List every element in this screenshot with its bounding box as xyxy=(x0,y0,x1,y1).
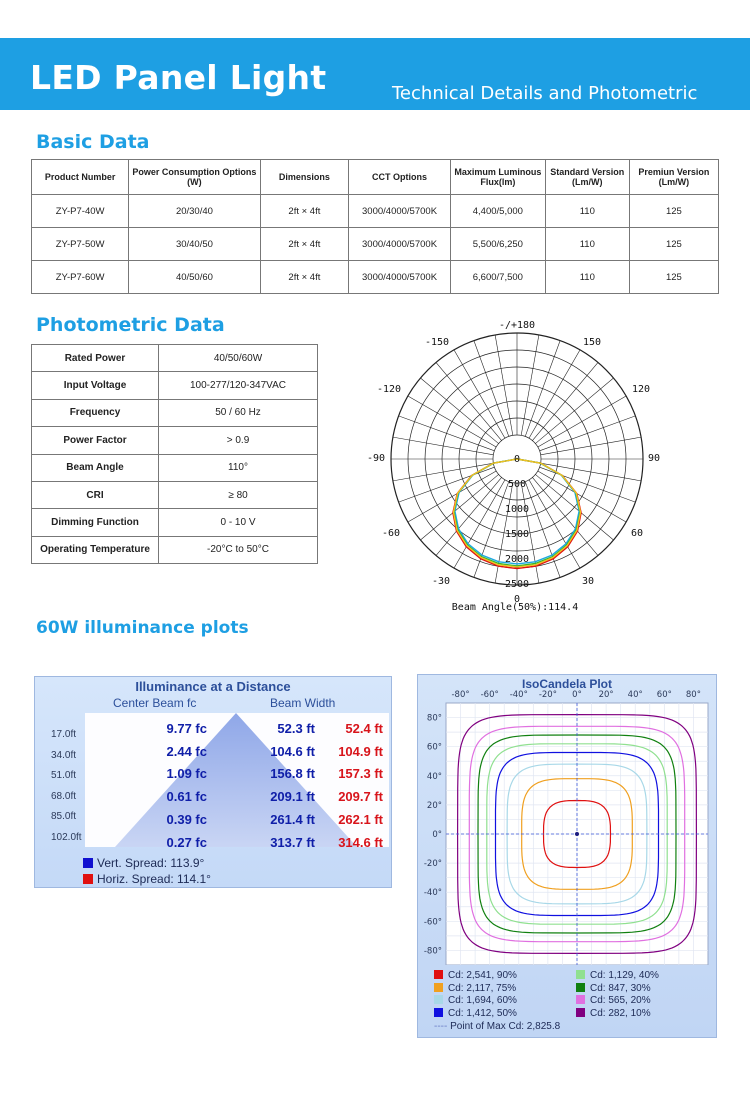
spec-label: Rated Power xyxy=(32,345,159,372)
spec-value: > 0.9 xyxy=(159,427,318,454)
polar-spoke xyxy=(538,396,626,447)
polar-spoke xyxy=(535,378,613,444)
x-tick-label: 0° xyxy=(572,690,582,700)
legend-swatch xyxy=(434,970,443,979)
max-point xyxy=(575,832,579,836)
vert-beam-width: 261.4 ft xyxy=(270,811,315,827)
table-cell: 110 xyxy=(545,228,629,261)
polar-spoke xyxy=(399,416,495,451)
y-tick-label: -80° xyxy=(423,946,442,957)
vert-beam-width: 156.8 ft xyxy=(270,766,315,782)
legend-swatch xyxy=(576,1008,585,1017)
table-row xyxy=(32,536,318,563)
table-row xyxy=(32,228,719,261)
y-tick-label: -40° xyxy=(423,888,442,899)
spec-label: Dimming Function xyxy=(32,509,159,536)
legend-swatch xyxy=(576,983,585,992)
distance-label: 51.0ft xyxy=(51,770,77,781)
table-cell: 125 xyxy=(629,228,718,261)
y-tick-label: 40° xyxy=(426,771,442,782)
vert-beam-width: 313.7 ft xyxy=(270,834,315,850)
legend-swatch xyxy=(434,983,443,992)
spec-value: 40/50/60W xyxy=(159,345,318,372)
basic-data-table xyxy=(31,159,719,294)
polar-spoke xyxy=(525,341,560,437)
legend-label: Cd: 847, 30% xyxy=(590,982,651,994)
polar-spoke xyxy=(408,471,496,522)
header-banner xyxy=(0,38,750,110)
table-cell: 30/40/50 xyxy=(129,228,260,261)
spec-value: 110° xyxy=(159,454,318,481)
isocandela-title: IsoCandela Plot xyxy=(521,677,613,691)
x-tick-label: -80° xyxy=(451,690,470,700)
polar-angle-label: -90 xyxy=(366,453,386,464)
table-row xyxy=(32,454,318,481)
header-cell: Maximum Luminous Flux(lm) xyxy=(450,160,545,195)
table-cell: 125 xyxy=(629,195,718,228)
basic-data-title: Basic Data xyxy=(36,131,150,153)
polar-spoke xyxy=(436,362,502,440)
y-tick-label: 20° xyxy=(426,800,442,811)
table-row xyxy=(32,372,318,399)
spec-label: Operating Temperature xyxy=(32,536,159,563)
table-row xyxy=(32,399,318,426)
table-cell: 3000/4000/5700K xyxy=(349,261,451,294)
legend-swatch xyxy=(434,995,443,1004)
isocandela-chart xyxy=(418,675,718,965)
header-cell: CCT Options xyxy=(349,160,451,195)
vert-beam-width: 52.3 ft xyxy=(277,721,315,736)
spec-label: Input Voltage xyxy=(32,372,159,399)
polar-candela-chart xyxy=(355,313,685,618)
table-row xyxy=(32,195,719,228)
legend-item xyxy=(434,995,517,1006)
dashed-line-glyph: ---- xyxy=(434,1021,448,1032)
legend-label: Cd: 282, 10% xyxy=(590,1007,651,1019)
table-cell: 3000/4000/5700K xyxy=(349,195,451,228)
table-cell: ZY-P7-40W xyxy=(32,195,129,228)
polar-spoke xyxy=(540,467,636,502)
legend-item xyxy=(576,1008,651,1019)
legend-item xyxy=(576,970,659,981)
spec-value: 100-277/120-347VAC xyxy=(159,372,318,399)
table-cell: 110 xyxy=(545,261,629,294)
horiz-beam-width: 157.3 ft xyxy=(338,766,383,782)
center-beam-value: 0.39 fc xyxy=(166,811,207,827)
y-tick-label: -20° xyxy=(423,859,442,870)
table-cell: 40/50/60 xyxy=(129,261,260,294)
table-cell: 2ft × 4ft xyxy=(260,228,349,261)
polar-angle-label: -60 xyxy=(381,528,401,539)
polar-angle-label: 150 xyxy=(582,337,602,348)
legend-swatch xyxy=(83,874,93,884)
horiz-beam-width: 209.7 ft xyxy=(338,789,383,805)
polar-spoke xyxy=(474,341,509,437)
polar-spoke xyxy=(420,378,498,444)
horiz-beam-width: 314.6 ft xyxy=(338,834,383,850)
legend-label: Cd: 1,129, 40% xyxy=(590,970,659,981)
center-beam-value: 0.27 fc xyxy=(166,834,207,850)
table-cell: 5,500/6,250 xyxy=(450,228,545,261)
center-beam-value: 0.61 fc xyxy=(166,789,207,805)
polar-spoke xyxy=(532,362,598,440)
polar-spoke xyxy=(529,350,580,438)
center-beam-header: Center Beam fc xyxy=(113,696,197,710)
legend-item xyxy=(576,995,651,1006)
y-tick-label: 60° xyxy=(426,742,442,753)
polar-labels xyxy=(367,320,660,605)
polar-angle-label: 60 xyxy=(630,528,644,539)
polar-radial-label: 1500 xyxy=(504,529,530,540)
header-cell: Standard Version (Lm/W) xyxy=(545,160,629,195)
illuminance-section-title: 60W illuminance plots xyxy=(36,618,249,638)
page-title: LED Panel Light xyxy=(30,58,327,97)
distance-label: 34.0ft xyxy=(51,749,77,761)
polar-spoke xyxy=(538,471,626,522)
table-cell: 6,600/7,500 xyxy=(450,261,545,294)
x-tick-label: -40° xyxy=(509,690,528,700)
x-tick-label: 60° xyxy=(656,690,672,700)
illuminance-panel xyxy=(34,676,392,888)
beam-angle-caption: Beam Angle(50%):114.4 xyxy=(451,602,579,613)
distance-label: 85.0ft xyxy=(51,811,77,822)
y-tick-label: -60° xyxy=(423,917,442,928)
vert-beam-width: 104.6 ft xyxy=(270,743,315,759)
polar-angle-label: 90 xyxy=(647,453,661,464)
x-tick-label: -20° xyxy=(538,690,557,700)
legend-label: Cd: 2,117, 75% xyxy=(448,982,517,994)
polar-angle-label: 30 xyxy=(581,576,595,587)
spec-value: 50 / 60 Hz xyxy=(159,399,318,426)
legend-item xyxy=(434,983,516,994)
polar-radial-label: 2000 xyxy=(504,554,530,565)
beam-width-header: Beam Width xyxy=(270,696,336,710)
header-cell: Premiun Version (Lm/W) xyxy=(629,160,718,195)
legend-label: Cd: 565, 20% xyxy=(590,995,651,1006)
legend-swatch xyxy=(576,970,585,979)
table-header-row xyxy=(32,160,719,195)
legend-swatch xyxy=(83,858,93,868)
x-tick-label: 20° xyxy=(598,690,614,700)
table-cell: 125 xyxy=(629,261,718,294)
spec-label: Beam Angle xyxy=(32,454,159,481)
spec-value: -20°C to 50°C xyxy=(159,536,318,563)
center-beam-value: 1.09 fc xyxy=(166,766,207,782)
polar-angle-label: -150 xyxy=(424,337,450,348)
spec-label: Frequency xyxy=(32,399,159,426)
polar-angle-label: 120 xyxy=(631,384,651,395)
table-row xyxy=(32,481,318,508)
spec-label: Power Factor xyxy=(32,427,159,454)
legend-label: Point of Max Cd: 2,825.8 xyxy=(450,1021,561,1032)
polar-radial-label: 0 xyxy=(513,454,521,465)
polar-radial-label: 500 xyxy=(507,479,527,490)
distance-label: 17.0ft xyxy=(51,729,77,740)
polar-spoke xyxy=(454,350,505,438)
table-cell: 2ft × 4ft xyxy=(260,195,349,228)
legend-item xyxy=(434,1008,517,1019)
table-row xyxy=(32,261,719,294)
polar-radial-label: 1000 xyxy=(504,504,530,515)
table-cell: ZY-P7-60W xyxy=(32,261,129,294)
polar-angle-label: -/+180 xyxy=(498,320,536,331)
legend-item xyxy=(434,970,517,981)
polar-spoke xyxy=(399,467,495,502)
legend-item xyxy=(576,983,651,994)
table-cell: 20/30/40 xyxy=(129,195,260,228)
header-cell: Power Consumption Options (W) xyxy=(129,160,260,195)
spec-label: CRI xyxy=(32,481,159,508)
horiz-beam-width: 52.4 ft xyxy=(345,721,383,736)
polar-angle-label: -30 xyxy=(431,576,451,587)
polar-angle-label: 0 xyxy=(513,594,521,605)
legend-label: Horiz. Spread: 114.1° xyxy=(97,872,211,886)
photometric-data-title: Photometric Data xyxy=(36,314,225,336)
isocandela-panel xyxy=(417,674,717,1038)
distance-label: 102.0ft xyxy=(51,831,82,843)
header-cell: Dimensions xyxy=(260,160,349,195)
y-tick-label: 0° xyxy=(432,830,442,840)
polar-spoke xyxy=(408,396,496,447)
center-beam-value: 9.77 fc xyxy=(166,721,207,736)
illuminance-title: Illuminance at a Distance xyxy=(135,679,291,694)
table-cell: ZY-P7-50W xyxy=(32,228,129,261)
polar-angle-label: -120 xyxy=(376,384,402,395)
table-cell: 3000/4000/5700K xyxy=(349,228,451,261)
photometric-table xyxy=(31,344,318,564)
horiz-beam-width: 262.1 ft xyxy=(338,811,383,827)
max-point-legend xyxy=(434,1021,560,1032)
polar-spoke xyxy=(540,416,636,451)
distance-label: 68.0ft xyxy=(51,790,77,802)
table-row xyxy=(32,509,318,536)
table-row xyxy=(32,345,318,372)
x-tick-label: 80° xyxy=(685,690,701,700)
header-cell: Product Number xyxy=(32,160,129,195)
legend-label: Vert. Spread: 113.9° xyxy=(97,856,205,870)
spec-value: 0 - 10 V xyxy=(159,509,318,536)
legend-label: Cd: 1,412, 50% xyxy=(448,1007,517,1019)
table-cell: 2ft × 4ft xyxy=(260,261,349,294)
legend-vert-spread xyxy=(83,856,204,870)
y-tick-label: 80° xyxy=(426,713,442,724)
spec-value: ≥ 80 xyxy=(159,481,318,508)
table-row xyxy=(32,427,318,454)
legend-label: Cd: 1,694, 60% xyxy=(448,995,517,1006)
legend-horiz-spread xyxy=(83,872,211,886)
x-tick-label: 40° xyxy=(627,690,643,700)
legend-swatch xyxy=(434,1008,443,1017)
vert-beam-width: 209.1 ft xyxy=(270,789,315,805)
x-tick-label: -60° xyxy=(480,690,499,700)
legend-swatch xyxy=(576,995,585,1004)
polar-radial-label: 2500 xyxy=(504,579,530,590)
legend-label: Cd: 2,541, 90% xyxy=(448,970,517,981)
horiz-beam-width: 104.9 ft xyxy=(338,743,383,759)
page-subtitle: Technical Details and Photometric xyxy=(392,83,698,104)
table-cell: 4,400/5,000 xyxy=(450,195,545,228)
center-beam-value: 2.44 fc xyxy=(166,743,207,759)
table-cell: 110 xyxy=(545,195,629,228)
